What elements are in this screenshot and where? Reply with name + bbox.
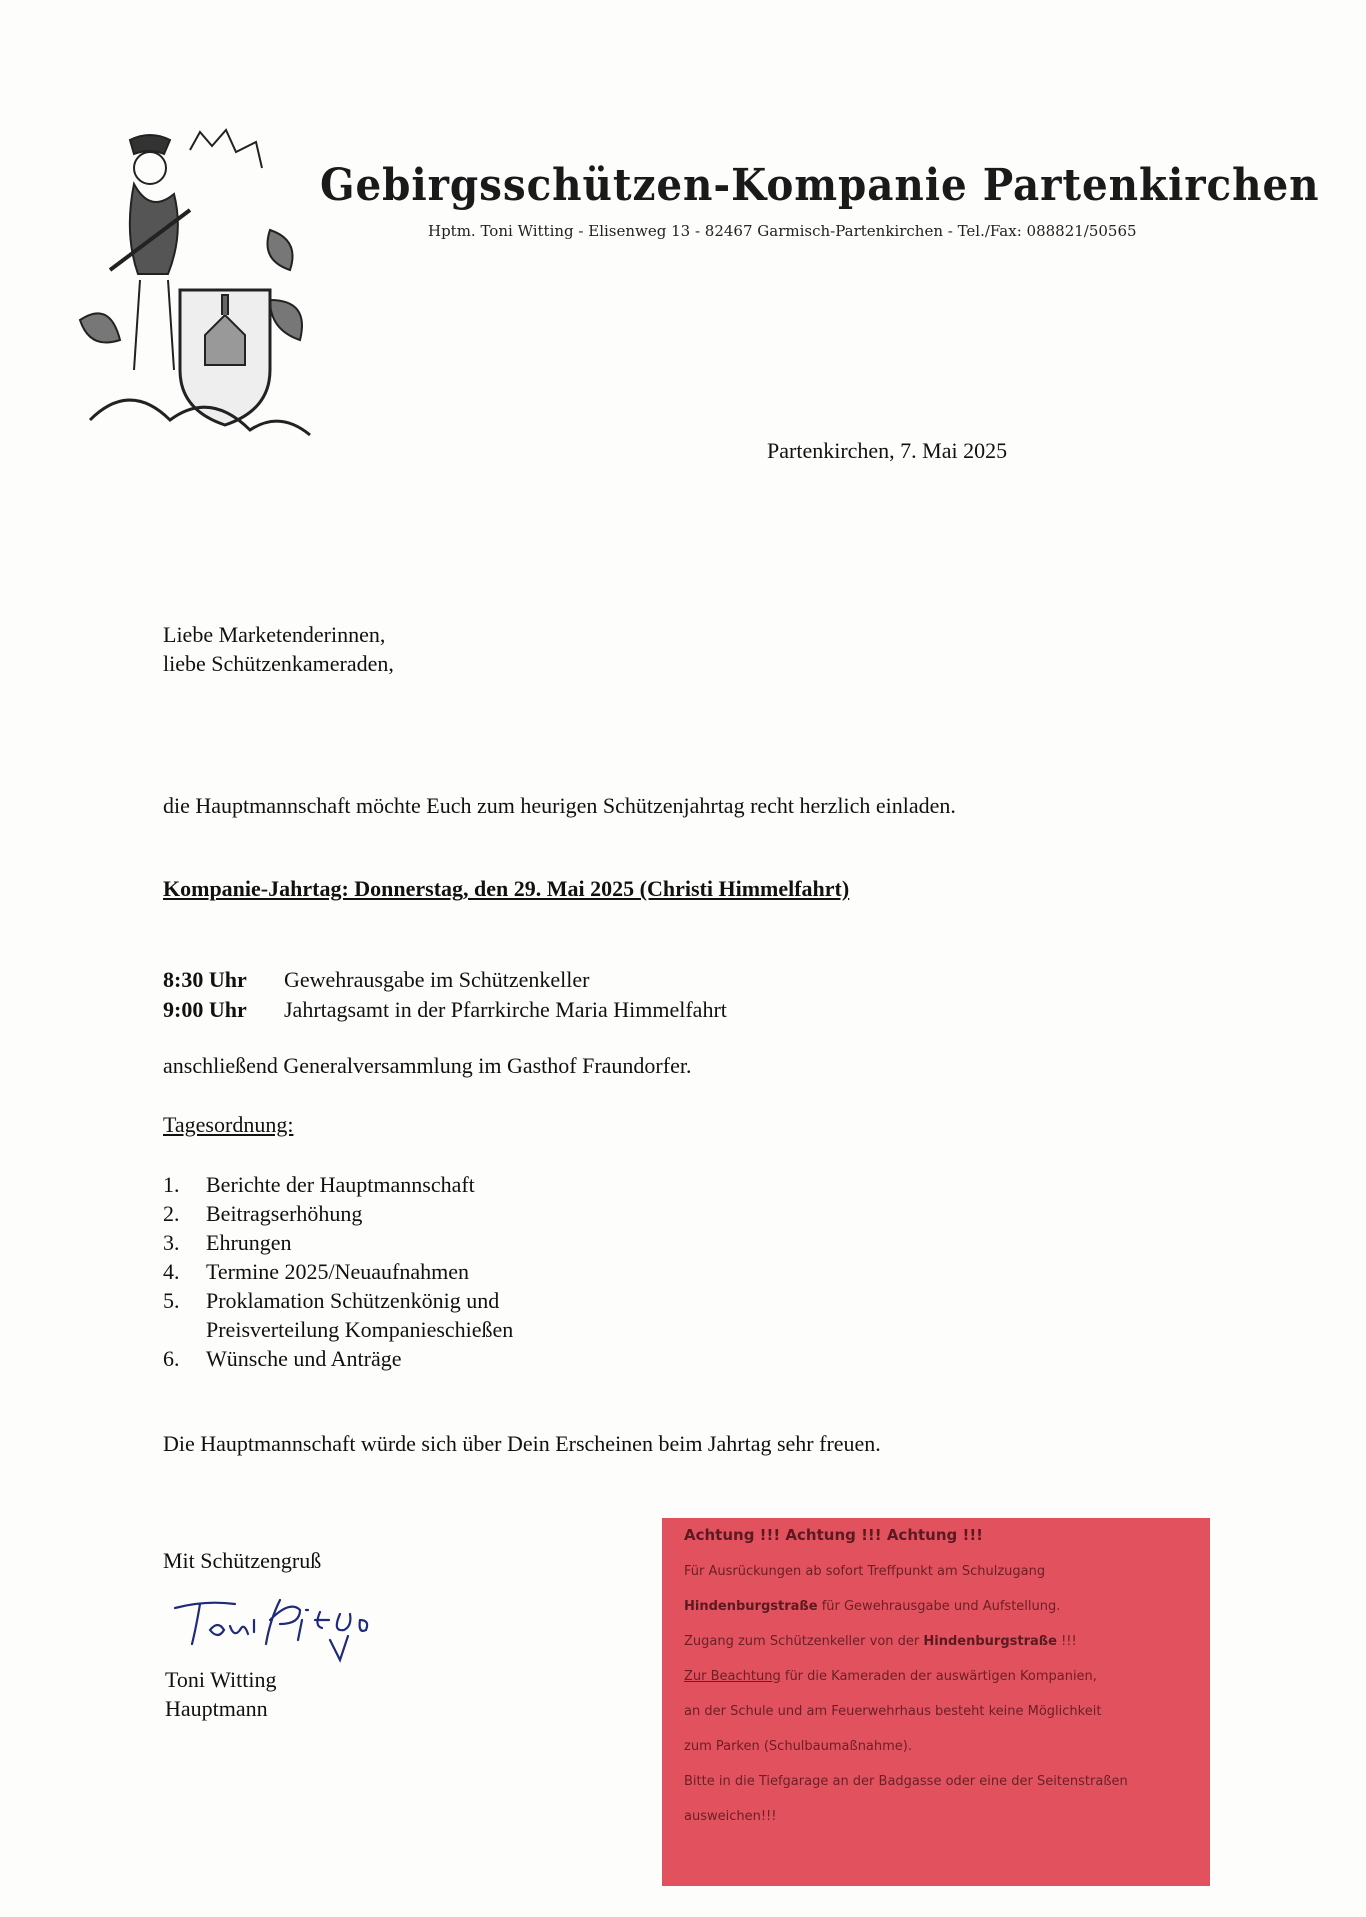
schedule-event: Jahrtagsamt in der Pfarrkirche Maria Himmelfahrt (284, 997, 727, 1022)
agenda-item (163, 1315, 513, 1344)
agenda-text: Beitragserhöhung (206, 1201, 363, 1226)
signer-block (165, 1665, 276, 1723)
intro-paragraph: die Hauptmannschaft möchte Euch zum heurigen Schützenjahrtag recht herzlich einladen. (163, 793, 956, 818)
company-emblem-logo (70, 120, 330, 450)
agenda-text: Berichte der Hauptmannschaft (206, 1172, 475, 1197)
notice-attention-label: Zur Beachtung (684, 1669, 781, 1684)
salutation-line: Liebe Marketenderinnen, (163, 622, 386, 647)
notice-line (684, 1599, 1188, 1614)
notice-line (684, 1634, 1188, 1649)
agenda-item (163, 1257, 513, 1286)
agenda-number: 1. (163, 1172, 180, 1197)
notice-line: Bitte in die Tiefgarage an der Badgasse oder eine der Seitenstraßen (684, 1774, 1128, 1789)
letter-date: Partenkirchen, 7. Mai 2025 (767, 438, 1008, 463)
salutation-line: liebe Schützenkameraden, (163, 651, 394, 676)
schedule-row (163, 965, 727, 995)
schedule-row (163, 995, 727, 1025)
schedule-time: 9:00 Uhr (163, 997, 247, 1022)
notice-line (684, 1669, 1188, 1684)
organization-name: Gebirgsschützen-Kompanie Partenkirchen (320, 160, 1320, 211)
agenda-text: Termine 2025/Neuaufnahmen (206, 1259, 469, 1284)
agenda-text: Wünsche und Anträge (206, 1346, 402, 1371)
agenda-number: 3. (163, 1230, 180, 1255)
handwritten-signature (170, 1590, 380, 1670)
notice-text: für die Kameraden der auswärtigen Kompanien, (780, 1669, 1097, 1684)
after-schedule-text: anschließend Generalversammlung im Gasthof Fraundorfer. (163, 1053, 692, 1078)
agenda-text: Ehrungen (206, 1230, 292, 1255)
agenda-item (163, 1344, 513, 1373)
notice-street: Hindenburgstraße (923, 1634, 1057, 1649)
agenda-number: 5. (163, 1288, 180, 1313)
notice-street: Hindenburgstraße (684, 1599, 818, 1614)
schedule-event: Gewehrausgabe im Schützenkeller (284, 967, 590, 992)
notice-text: Zugang zum Schützenkeller von der (684, 1634, 924, 1649)
agenda-number: 6. (163, 1346, 180, 1371)
notice-text: !!! (1056, 1634, 1077, 1649)
agenda-text: Proklamation Schützenkönig und (206, 1288, 500, 1313)
event-headline: Kompanie-Jahrtag: Donnerstag, den 29. Mai 2025 (Christi Himmelfahrt) (163, 876, 850, 901)
closing-paragraph: Die Hauptmannschaft würde sich über Dein Erscheinen beim Jahrtag sehr freuen. (163, 1431, 881, 1456)
agenda-text: Preisverteilung Kompanieschießen (206, 1317, 514, 1342)
schedule-time: 8:30 Uhr (163, 967, 247, 992)
signoff: Mit Schützengruß (163, 1548, 322, 1573)
agenda-item (163, 1228, 513, 1257)
agenda-number: 4. (163, 1259, 180, 1284)
agenda-item (163, 1286, 513, 1315)
signer-title: Hauptmann (165, 1696, 268, 1721)
notice-line: an der Schule und am Feuerwehrhaus besteht keine Möglichkeit (684, 1704, 1102, 1719)
agenda-list (163, 1170, 513, 1373)
agenda-title: Tagesordnung: (163, 1112, 294, 1137)
notice-heading: Achtung !!! Achtung !!! Achtung !!! (684, 1526, 984, 1544)
agenda-number: 2. (163, 1201, 180, 1226)
notice-line: ausweichen!!! (684, 1809, 777, 1824)
schedule (163, 965, 727, 1025)
notice-line: Für Ausrückungen ab sofort Treffpunkt am Schulzugang (684, 1564, 1046, 1579)
organization-address: Hptm. Toni Witting - Elisenweg 13 - 82467 Garmisch-Partenkirchen - Tel./Fax: 088821/50565 (428, 222, 1137, 240)
agenda-item (163, 1199, 513, 1228)
agenda-item (163, 1170, 513, 1199)
attention-notice (662, 1518, 1210, 1886)
notice-line: zum Parken (Schulbaumaßnahme). (684, 1739, 913, 1754)
signer-name: Toni Witting (165, 1667, 277, 1692)
notice-text: für Gewehrausgabe und Aufstellung. (817, 1599, 1061, 1614)
agenda-number (163, 1315, 206, 1344)
salutation (163, 620, 394, 678)
